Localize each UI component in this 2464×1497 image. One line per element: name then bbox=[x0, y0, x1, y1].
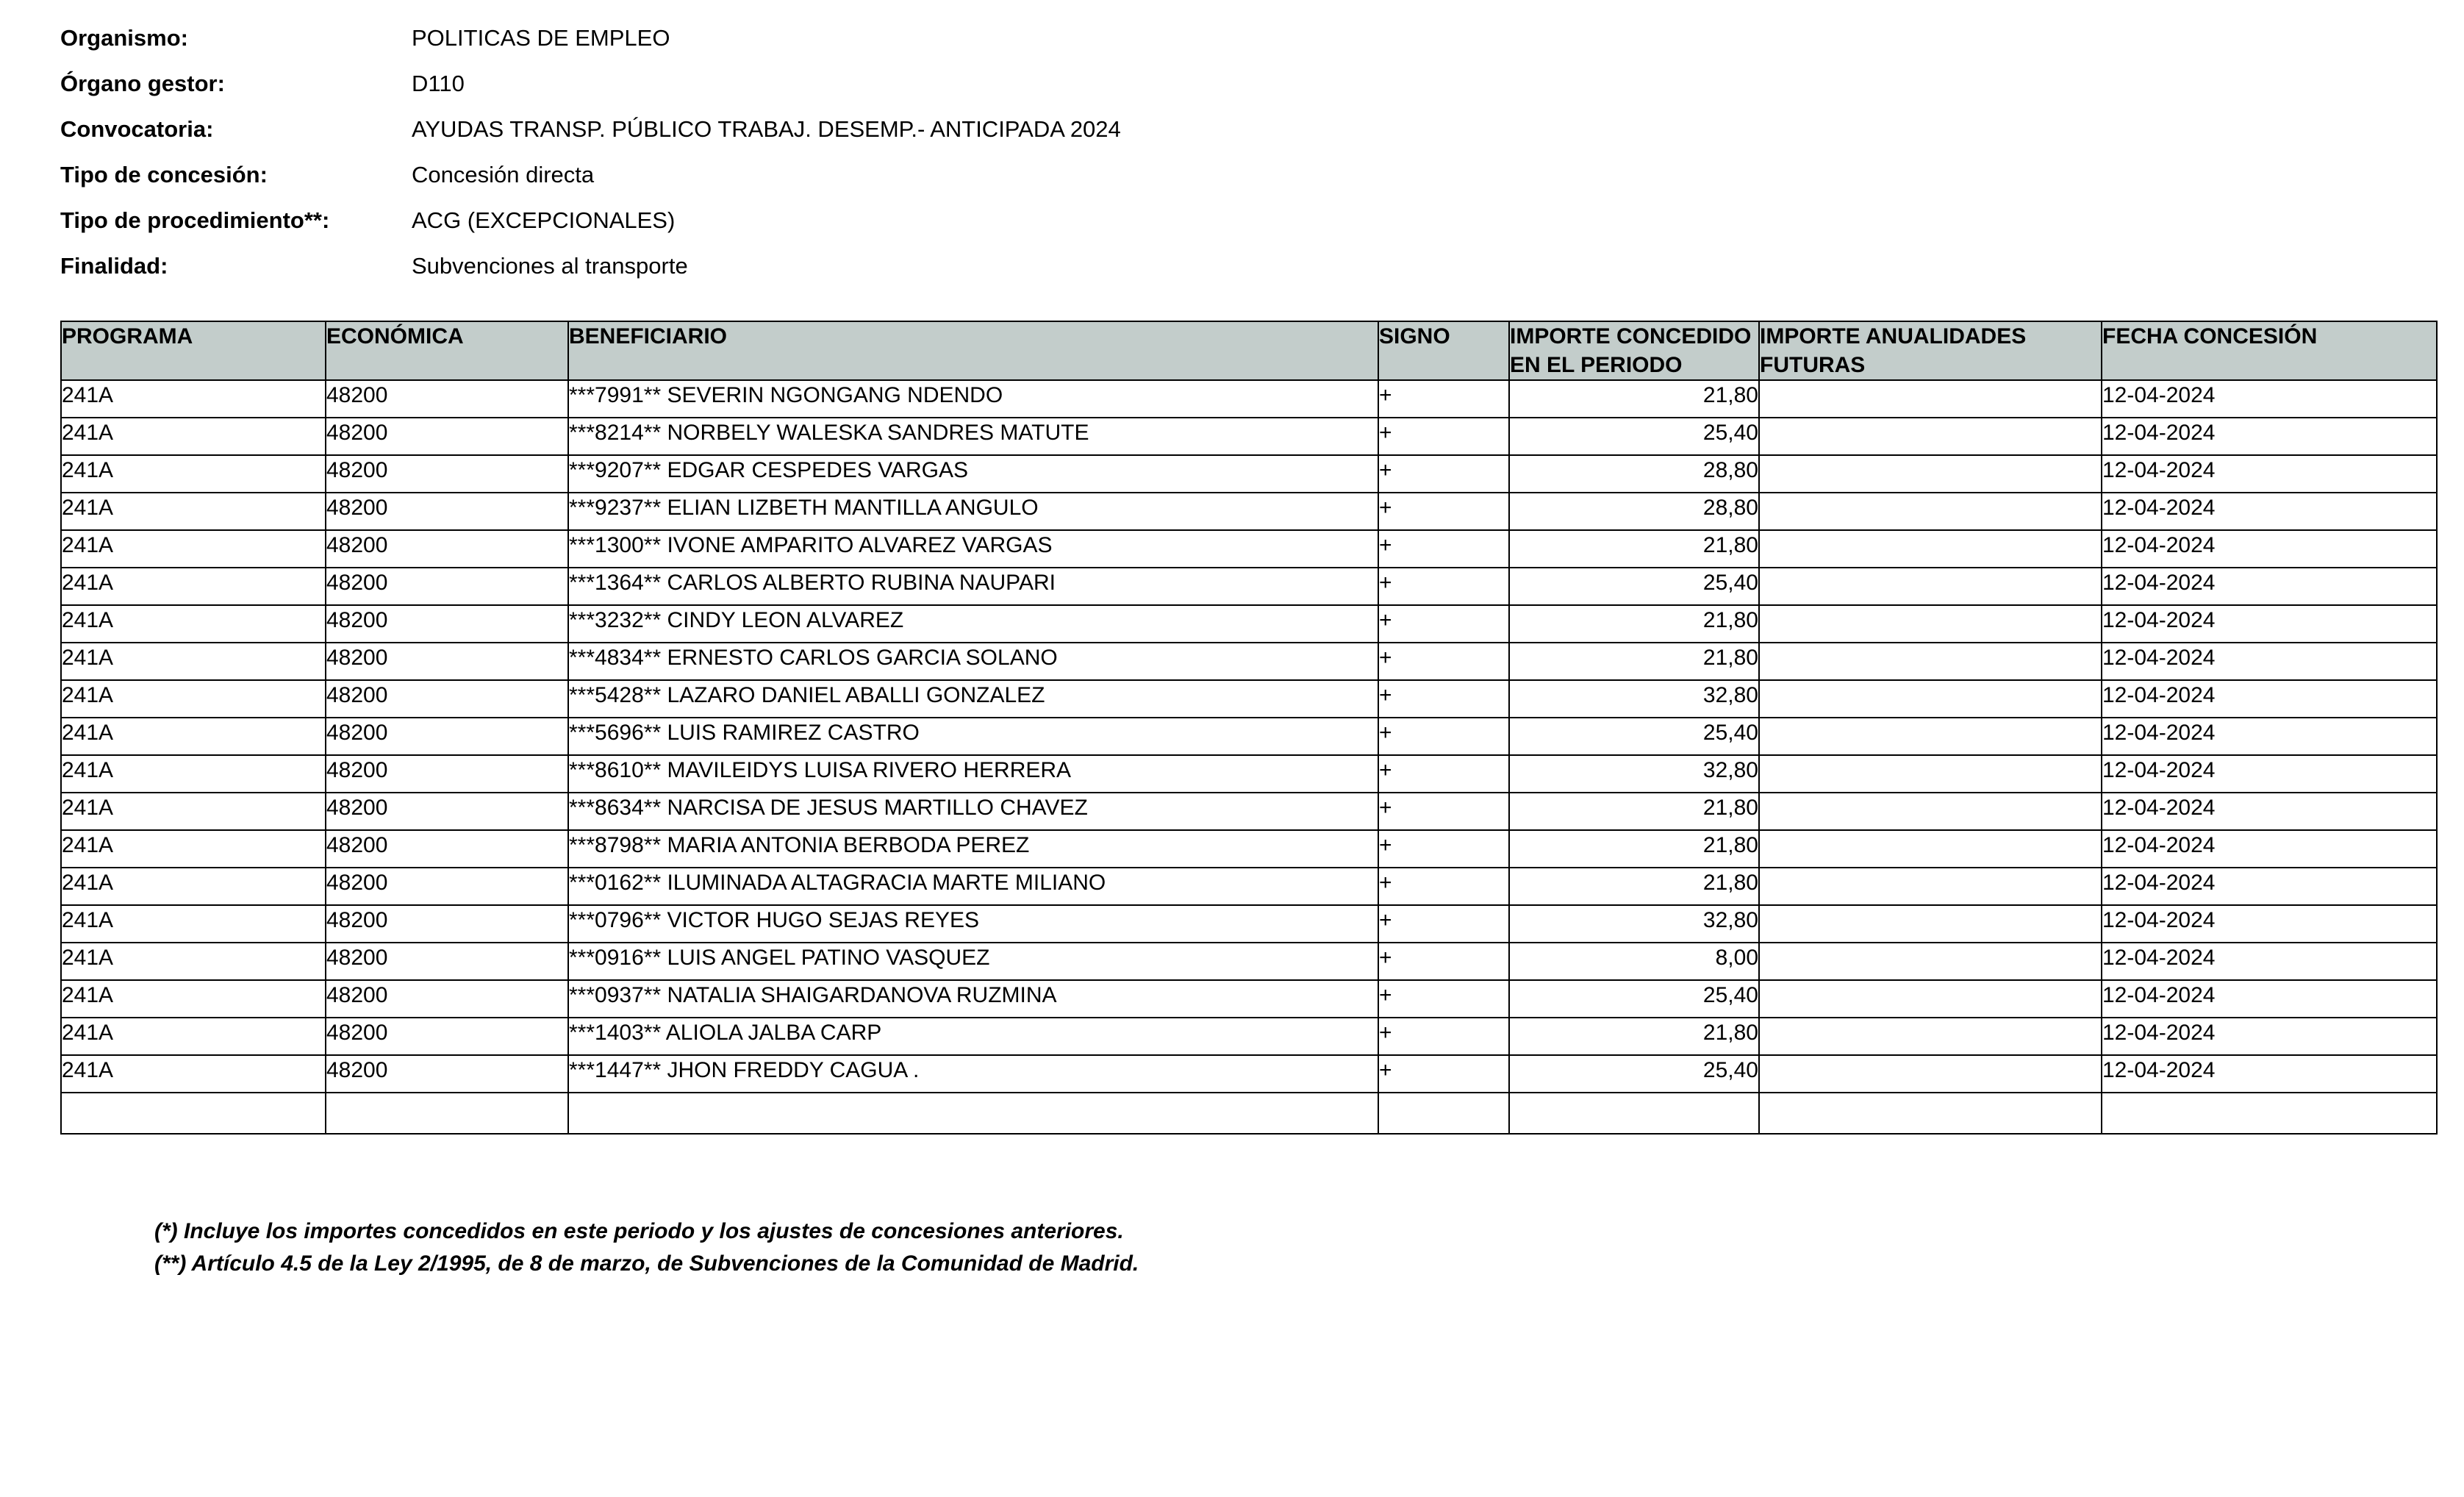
cell-economica: 48200 bbox=[326, 868, 568, 905]
column-header-signo: SIGNO bbox=[1378, 321, 1509, 380]
cell-beneficiario: ***1403** ALIOLA JALBA CARP bbox=[568, 1018, 1378, 1055]
cell-economica: 48200 bbox=[326, 905, 568, 943]
cell-anualidades bbox=[1759, 943, 2102, 980]
metadata-label: Convocatoria: bbox=[60, 116, 214, 142]
cell-economica: 48200 bbox=[326, 1055, 568, 1093]
table-row bbox=[61, 793, 2437, 830]
cell-importe: 21,80 bbox=[1509, 830, 1759, 868]
cell-importe: 25,40 bbox=[1509, 568, 1759, 605]
table-row bbox=[61, 980, 2437, 1018]
cell-economica: 48200 bbox=[326, 530, 568, 568]
table-row-spacer bbox=[61, 1093, 2437, 1134]
table-row bbox=[61, 868, 2437, 905]
cell-beneficiario: ***8214** NORBELY WALESKA SANDRES MATUTE bbox=[568, 418, 1378, 455]
cell-beneficiario: ***3232** CINDY LEON ALVAREZ bbox=[568, 605, 1378, 643]
cell-beneficiario: ***0796** VICTOR HUGO SEJAS REYES bbox=[568, 905, 1378, 943]
table-row bbox=[61, 418, 2437, 455]
cell-programa: 241A bbox=[61, 380, 326, 418]
cell-anualidades bbox=[1759, 1018, 2102, 1055]
table-header bbox=[61, 321, 2437, 380]
cell-importe: 28,80 bbox=[1509, 455, 1759, 493]
cell-importe: 21,80 bbox=[1509, 1018, 1759, 1055]
cell-fecha: 12-04-2024 bbox=[2102, 1055, 2437, 1093]
cell-economica: 48200 bbox=[326, 718, 568, 755]
cell-programa: 241A bbox=[61, 980, 326, 1018]
cell-fecha: 12-04-2024 bbox=[2102, 980, 2437, 1018]
table-header-row bbox=[61, 321, 2437, 380]
cell-anualidades bbox=[1759, 380, 2102, 418]
cell-beneficiario: ***9237** ELIAN LIZBETH MANTILLA ANGULO bbox=[568, 493, 1378, 530]
cell-beneficiario: ***1300** IVONE AMPARITO ALVAREZ VARGAS bbox=[568, 530, 1378, 568]
cell-programa: 241A bbox=[61, 905, 326, 943]
cell-fecha: 12-04-2024 bbox=[2102, 380, 2437, 418]
table-row bbox=[61, 493, 2437, 530]
cell-fecha: 12-04-2024 bbox=[2102, 530, 2437, 568]
cell-importe: 21,80 bbox=[1509, 793, 1759, 830]
cell-signo: + bbox=[1378, 980, 1509, 1018]
table-row bbox=[61, 380, 2437, 418]
cell-signo: + bbox=[1378, 1018, 1509, 1055]
table-row bbox=[61, 1018, 2437, 1055]
cell-fecha: 12-04-2024 bbox=[2102, 793, 2437, 830]
cell-economica: 48200 bbox=[326, 980, 568, 1018]
cell-economica: 48200 bbox=[326, 793, 568, 830]
cell-signo: + bbox=[1378, 643, 1509, 680]
cell-fecha: 12-04-2024 bbox=[2102, 943, 2437, 980]
cell-importe: 21,80 bbox=[1509, 605, 1759, 643]
cell-signo: + bbox=[1378, 718, 1509, 755]
cell-signo: + bbox=[1378, 905, 1509, 943]
cell-importe: 32,80 bbox=[1509, 755, 1759, 793]
metadata-label: Órgano gestor: bbox=[60, 71, 225, 96]
cell-beneficiario: ***0162** ILUMINADA ALTAGRACIA MARTE MILIANO bbox=[568, 868, 1378, 905]
cell-signo: + bbox=[1378, 455, 1509, 493]
cell-signo: + bbox=[1378, 493, 1509, 530]
cell-fecha: 12-04-2024 bbox=[2102, 1018, 2437, 1055]
cell-programa: 241A bbox=[61, 755, 326, 793]
metadata-value: AYUDAS TRANSP. PÚBLICO TRABAJ. DESEMP.- ANTICIPADA 2024 bbox=[412, 116, 1121, 142]
metadata-label: Organismo: bbox=[60, 25, 188, 51]
cell-signo: + bbox=[1378, 568, 1509, 605]
column-header-economica: ECONÓMICA bbox=[326, 321, 568, 380]
cell-signo: + bbox=[1378, 868, 1509, 905]
cell-programa: 241A bbox=[61, 605, 326, 643]
cell-beneficiario: ***8634** NARCISA DE JESUS MARTILLO CHAVEZ bbox=[568, 793, 1378, 830]
cell-fecha: 12-04-2024 bbox=[2102, 830, 2437, 868]
grants-table bbox=[60, 321, 2438, 1135]
cell-empty bbox=[1509, 1093, 1759, 1134]
cell-anualidades bbox=[1759, 1055, 2102, 1093]
cell-anualidades bbox=[1759, 905, 2102, 943]
cell-importe: 32,80 bbox=[1509, 905, 1759, 943]
cell-economica: 48200 bbox=[326, 418, 568, 455]
cell-economica: 48200 bbox=[326, 943, 568, 980]
metadata-row-tipo-procedimiento bbox=[60, 207, 2420, 253]
cell-programa: 241A bbox=[61, 943, 326, 980]
footnote-1: (*) Incluye los importes concedidos en este periodo y los ajustes de concesiones anteriores. bbox=[154, 1219, 1124, 1243]
cell-fecha: 12-04-2024 bbox=[2102, 493, 2437, 530]
cell-importe: 25,40 bbox=[1509, 418, 1759, 455]
cell-signo: + bbox=[1378, 605, 1509, 643]
column-header-importe-concedido: IMPORTE CONCEDIDO EN EL PERIODO bbox=[1509, 321, 1759, 380]
cell-beneficiario: ***0916** LUIS ANGEL PATINO VASQUEZ bbox=[568, 943, 1378, 980]
cell-signo: + bbox=[1378, 380, 1509, 418]
cell-beneficiario: ***9207** EDGAR CESPEDES VARGAS bbox=[568, 455, 1378, 493]
metadata-row-tipo-concesion bbox=[60, 162, 2420, 207]
cell-importe: 25,40 bbox=[1509, 980, 1759, 1018]
cell-fecha: 12-04-2024 bbox=[2102, 455, 2437, 493]
cell-importe: 25,40 bbox=[1509, 1055, 1759, 1093]
metadata-block bbox=[60, 25, 2420, 299]
metadata-row-organo-gestor bbox=[60, 71, 2420, 116]
cell-economica: 48200 bbox=[326, 830, 568, 868]
metadata-label: Finalidad: bbox=[60, 253, 168, 279]
cell-signo: + bbox=[1378, 793, 1509, 830]
cell-signo: + bbox=[1378, 680, 1509, 718]
cell-beneficiario: ***8610** MAVILEIDYS LUISA RIVERO HERRERA bbox=[568, 755, 1378, 793]
table-row bbox=[61, 643, 2437, 680]
table-row bbox=[61, 530, 2437, 568]
cell-fecha: 12-04-2024 bbox=[2102, 680, 2437, 718]
cell-empty bbox=[2102, 1093, 2437, 1134]
cell-programa: 241A bbox=[61, 830, 326, 868]
cell-beneficiario: ***8798** MARIA ANTONIA BERBODA PEREZ bbox=[568, 830, 1378, 868]
cell-importe: 32,80 bbox=[1509, 680, 1759, 718]
metadata-value: ACG (EXCEPCIONALES) bbox=[412, 207, 676, 233]
cell-programa: 241A bbox=[61, 868, 326, 905]
cell-signo: + bbox=[1378, 943, 1509, 980]
cell-anualidades bbox=[1759, 493, 2102, 530]
table-row bbox=[61, 605, 2437, 643]
table-row bbox=[61, 568, 2437, 605]
cell-empty bbox=[326, 1093, 568, 1134]
cell-beneficiario: ***5428** LAZARO DANIEL ABALLI GONZALEZ bbox=[568, 680, 1378, 718]
cell-anualidades bbox=[1759, 830, 2102, 868]
cell-fecha: 12-04-2024 bbox=[2102, 905, 2437, 943]
cell-programa: 241A bbox=[61, 718, 326, 755]
table-row bbox=[61, 455, 2437, 493]
cell-economica: 48200 bbox=[326, 568, 568, 605]
table-row bbox=[61, 1055, 2437, 1093]
cell-importe: 25,40 bbox=[1509, 718, 1759, 755]
cell-empty bbox=[61, 1093, 326, 1134]
cell-importe: 21,80 bbox=[1509, 380, 1759, 418]
cell-anualidades bbox=[1759, 530, 2102, 568]
cell-empty bbox=[568, 1093, 1378, 1134]
column-header-programa: PROGRAMA bbox=[61, 321, 326, 380]
cell-economica: 48200 bbox=[326, 605, 568, 643]
cell-importe: 28,80 bbox=[1509, 493, 1759, 530]
metadata-row-finalidad bbox=[60, 253, 2420, 299]
cell-beneficiario: ***5696** LUIS RAMIREZ CASTRO bbox=[568, 718, 1378, 755]
cell-beneficiario: ***4834** ERNESTO CARLOS GARCIA SOLANO bbox=[568, 643, 1378, 680]
cell-signo: + bbox=[1378, 1055, 1509, 1093]
cell-signo: + bbox=[1378, 530, 1509, 568]
cell-programa: 241A bbox=[61, 455, 326, 493]
cell-economica: 48200 bbox=[326, 643, 568, 680]
cell-programa: 241A bbox=[61, 643, 326, 680]
cell-anualidades bbox=[1759, 643, 2102, 680]
column-header-importe-anualidades: IMPORTE ANUALIDADES FUTURAS bbox=[1759, 321, 2102, 380]
cell-fecha: 12-04-2024 bbox=[2102, 568, 2437, 605]
table-row bbox=[61, 755, 2437, 793]
cell-anualidades bbox=[1759, 980, 2102, 1018]
cell-fecha: 12-04-2024 bbox=[2102, 605, 2437, 643]
table-row bbox=[61, 680, 2437, 718]
column-header-fecha-concesion: FECHA CONCESIÓN bbox=[2102, 321, 2437, 380]
table-row bbox=[61, 905, 2437, 943]
cell-importe: 8,00 bbox=[1509, 943, 1759, 980]
footnote-2: (**) Artículo 4.5 de la Ley 2/1995, de 8 de marzo, de Subvenciones de la Comunidad de Madrid. bbox=[154, 1251, 1139, 1276]
cell-beneficiario: ***1364** CARLOS ALBERTO RUBINA NAUPARI bbox=[568, 568, 1378, 605]
cell-fecha: 12-04-2024 bbox=[2102, 418, 2437, 455]
cell-empty bbox=[1759, 1093, 2102, 1134]
cell-beneficiario: ***7991** SEVERIN NGONGANG NDENDO bbox=[568, 380, 1378, 418]
cell-programa: 241A bbox=[61, 530, 326, 568]
cell-anualidades bbox=[1759, 568, 2102, 605]
metadata-row-convocatoria bbox=[60, 116, 2420, 162]
cell-fecha: 12-04-2024 bbox=[2102, 718, 2437, 755]
cell-anualidades bbox=[1759, 455, 2102, 493]
column-header-beneficiario: BENEFICIARIO bbox=[568, 321, 1378, 380]
cell-programa: 241A bbox=[61, 418, 326, 455]
cell-anualidades bbox=[1759, 793, 2102, 830]
cell-programa: 241A bbox=[61, 1018, 326, 1055]
cell-programa: 241A bbox=[61, 793, 326, 830]
cell-beneficiario: ***1447** JHON FREDDY CAGUA . bbox=[568, 1055, 1378, 1093]
metadata-value: D110 bbox=[412, 71, 465, 96]
cell-fecha: 12-04-2024 bbox=[2102, 868, 2437, 905]
table-body bbox=[61, 380, 2437, 1134]
cell-signo: + bbox=[1378, 755, 1509, 793]
cell-anualidades bbox=[1759, 680, 2102, 718]
cell-anualidades bbox=[1759, 755, 2102, 793]
cell-importe: 21,80 bbox=[1509, 643, 1759, 680]
cell-economica: 48200 bbox=[326, 755, 568, 793]
cell-empty bbox=[1378, 1093, 1509, 1134]
cell-programa: 241A bbox=[61, 493, 326, 530]
cell-fecha: 12-04-2024 bbox=[2102, 755, 2437, 793]
cell-programa: 241A bbox=[61, 568, 326, 605]
cell-economica: 48200 bbox=[326, 1018, 568, 1055]
cell-beneficiario: ***0937** NATALIA SHAIGARDANOVA RUZMINA bbox=[568, 980, 1378, 1018]
metadata-value: Concesión directa bbox=[412, 162, 595, 187]
cell-signo: + bbox=[1378, 830, 1509, 868]
cell-economica: 48200 bbox=[326, 455, 568, 493]
table-row bbox=[61, 718, 2437, 755]
cell-importe: 21,80 bbox=[1509, 868, 1759, 905]
metadata-value: Subvenciones al transporte bbox=[412, 253, 688, 279]
cell-importe: 21,80 bbox=[1509, 530, 1759, 568]
cell-anualidades bbox=[1759, 868, 2102, 905]
table-row bbox=[61, 943, 2437, 980]
cell-signo: + bbox=[1378, 418, 1509, 455]
metadata-row-organismo bbox=[60, 25, 2420, 71]
footnotes bbox=[154, 1215, 2420, 1279]
metadata-label: Tipo de procedimiento**: bbox=[60, 207, 330, 233]
table-row bbox=[61, 830, 2437, 868]
cell-programa: 241A bbox=[61, 1055, 326, 1093]
cell-anualidades bbox=[1759, 418, 2102, 455]
cell-anualidades bbox=[1759, 605, 2102, 643]
cell-economica: 48200 bbox=[326, 680, 568, 718]
cell-programa: 241A bbox=[61, 680, 326, 718]
cell-economica: 48200 bbox=[326, 493, 568, 530]
metadata-label: Tipo de concesión: bbox=[60, 162, 268, 187]
cell-fecha: 12-04-2024 bbox=[2102, 643, 2437, 680]
metadata-value: POLITICAS DE EMPLEO bbox=[412, 25, 670, 51]
cell-anualidades bbox=[1759, 718, 2102, 755]
cell-economica: 48200 bbox=[326, 380, 568, 418]
